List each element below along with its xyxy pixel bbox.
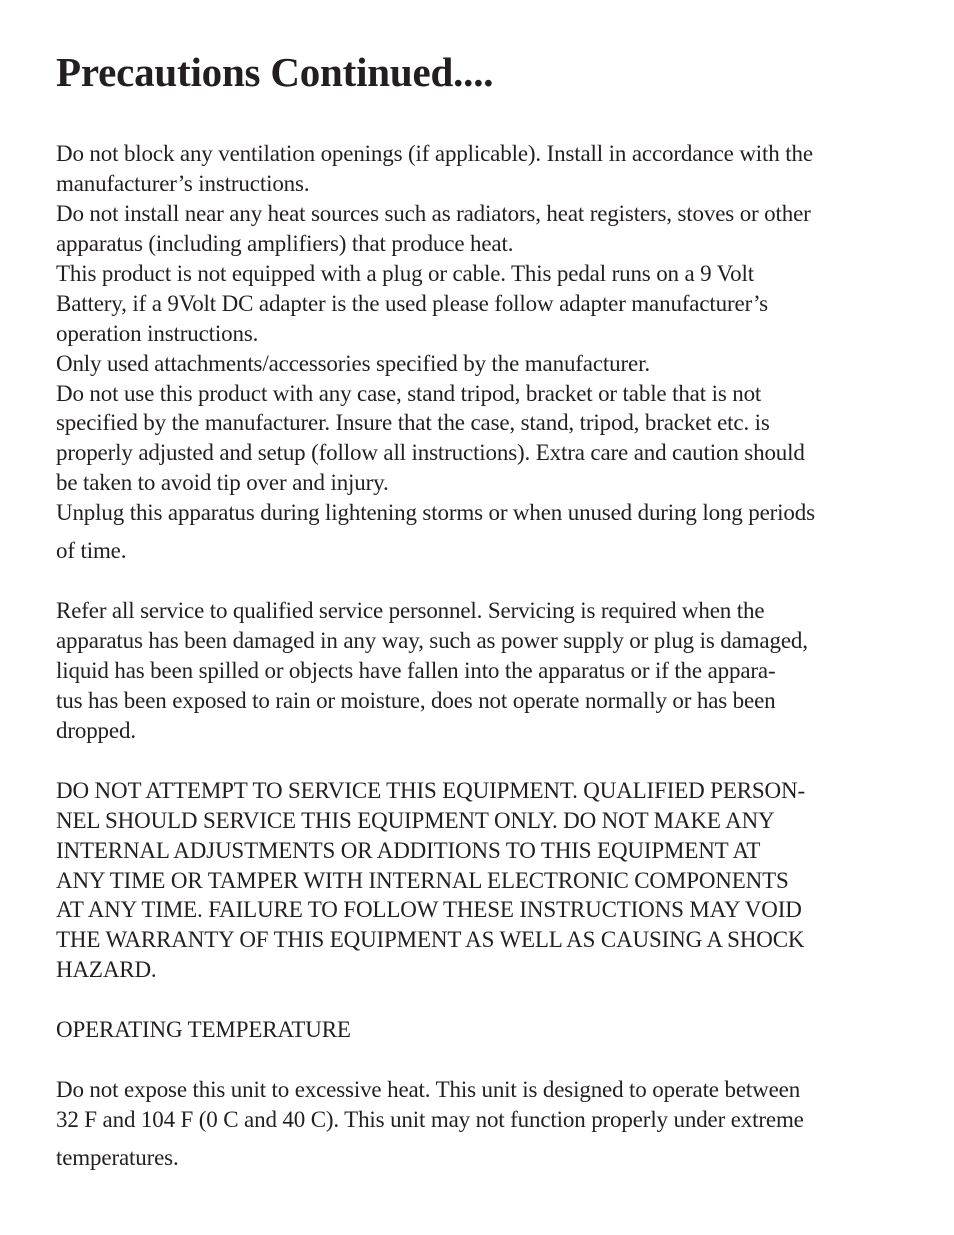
text-line: Do not use this product with any case, stand tripod, bracket or table that is not <box>56 381 762 406</box>
text-line: This product is not equipped with a plug or cable. This pedal runs on a 9 Volt <box>56 261 755 286</box>
text-line: Do not expose this unit to excessive heat. This unit is designed to operate between <box>56 1077 801 1102</box>
text-line: Do not block any ventilation openings (if applicable). Install in accordance with the <box>56 141 813 166</box>
text-line: Battery, if a 9Volt DC adapter is the used please follow adapter manufacturer’s <box>56 291 768 316</box>
text-line: OPERATING TEMPERATURE <box>56 1017 351 1042</box>
text-line: operation instructions. <box>56 321 259 346</box>
text-line: Only used attachments/accessories specified by the manufacturer. <box>56 351 650 376</box>
page-title: Precautions Continued.... <box>56 49 494 95</box>
text-line: AT ANY TIME. FAILURE TO FOLLOW THESE INSTRUCTIONS MAY VOID <box>56 897 802 922</box>
text-line: specified by the manufacturer. Insure that the case, stand, tripod, bracket etc. is <box>56 410 770 435</box>
text-line: NEL SHOULD SERVICE THIS EQUIPMENT ONLY. DO NOT MAKE ANY <box>56 808 775 833</box>
text-line: temperatures. <box>56 1145 179 1170</box>
text-line: liquid has been spilled or objects have fallen into the apparatus or if the appara- <box>56 658 776 683</box>
text-line: of time. <box>56 538 127 563</box>
text-line: dropped. <box>56 718 136 743</box>
text-line: Refer all service to qualified service personnel. Servicing is required when the <box>56 598 765 623</box>
text-line: properly adjusted and setup (follow all instructions). Extra care and caution should <box>56 440 805 465</box>
text-line: 32 F and 104 F (0 C and 40 C). This unit may not function properly under extreme <box>56 1107 804 1132</box>
text-line: apparatus (including amplifiers) that produce heat. <box>56 231 514 256</box>
text-line: Unplug this apparatus during lightening storms or when unused during long periods <box>56 500 815 525</box>
text-line: be taken to avoid tip over and injury. <box>56 470 389 495</box>
text-line: INTERNAL ADJUSTMENTS OR ADDITIONS TO THIS EQUIPMENT AT <box>56 838 761 863</box>
text-line: manufacturer’s instructions. <box>56 171 310 196</box>
text-line: tus has been exposed to rain or moisture, does not operate normally or has been <box>56 688 776 713</box>
text-line: HAZARD. <box>56 957 157 982</box>
text-line: THE WARRANTY OF THIS EQUIPMENT AS WELL AS CAUSING A SHOCK <box>56 927 805 952</box>
text-line: DO NOT ATTEMPT TO SERVICE THIS EQUIPMENT. QUALIFIED PERSON- <box>56 778 805 803</box>
text-line: ANY TIME OR TAMPER WITH INTERNAL ELECTRONIC COMPONENTS <box>56 868 789 893</box>
text-line: Do not install near any heat sources such as radiators, heat registers, stoves or other <box>56 201 811 226</box>
text-line: apparatus has been damaged in any way, such as power supply or plug is damaged, <box>56 628 808 653</box>
